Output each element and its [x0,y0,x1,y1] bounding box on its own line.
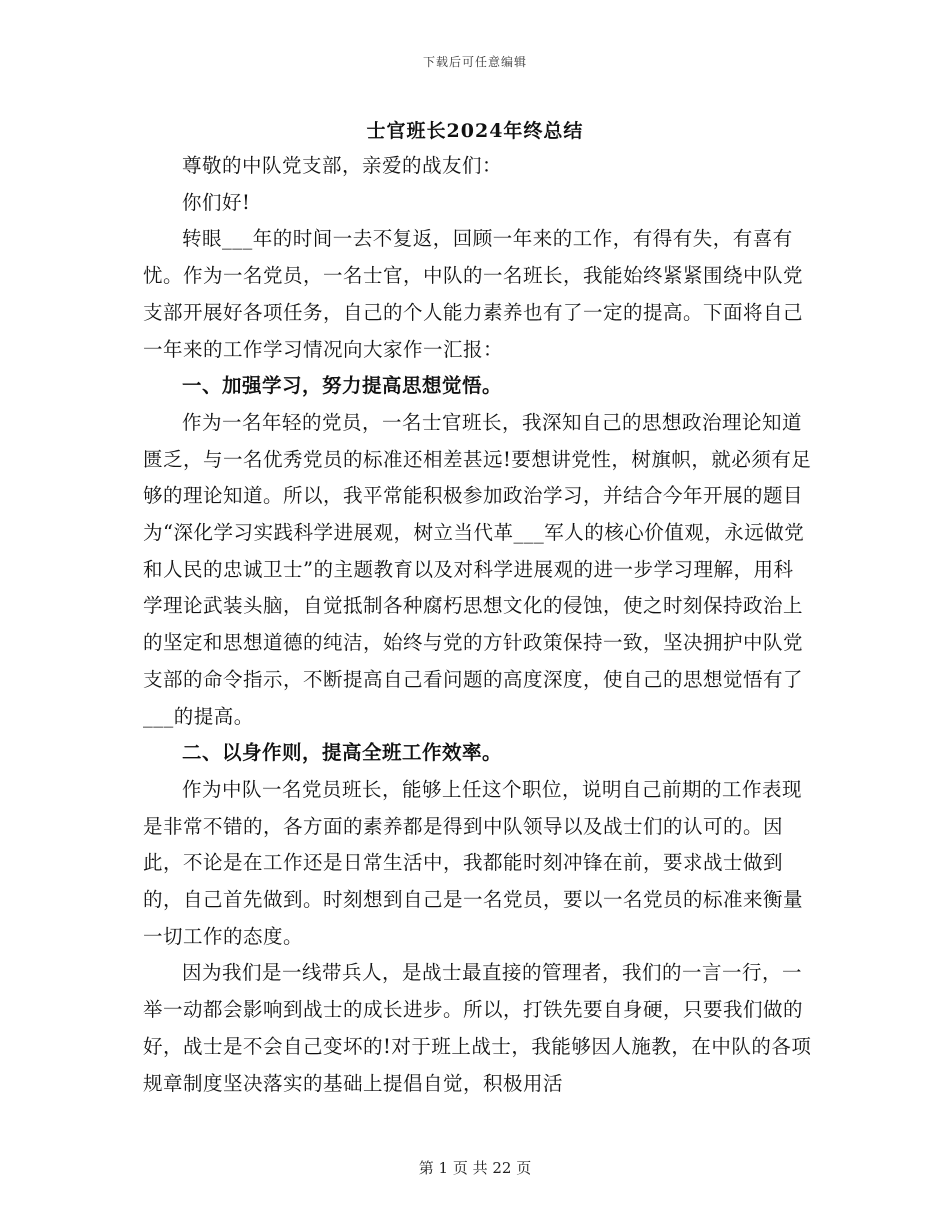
paragraph-section-2b: 因为我们是一线带兵人，是战士最直接的管理者，我们的一言一行，一举一动都会影响到战士的成长进步。所以，打铁先要自身硬，只要我们做的好，战士是不会自己变坏的!对于班上战士，我能够因人施教，在中队的各项规章制度坚决落实的基础上提倡自觉，积极用活 [143,961,812,1095]
paragraph-section-1: 作为一名年轻的党员，一名士官班长，我深知自己的思想政治理论知道匮乏，与一名优秀党员的标准还相差甚远!要想讲党性，树旗帜，就必须有足够的理论知道。所以，我平常能积极参加政治学习，并结合今年开展的题目为“深化学习实践科学进展观，树立当代革___军人的核心价值观，永远做党和人民的忠诚卫士”的主题教育以及对科学进展观的进一步学习理解，用科学理论武装头脑，自觉抵制各种腐朽思想文化的侵蚀，使之时刻保持政治上的坚定和思想道德的纯洁，始终与党的方针政策保持一致，坚决拥护中队党支部的命令指示，不断提高自己看问题的高度深度，使自己的思想觉悟有了___的提高。 [143,410,812,728]
paragraph-salutation: 尊敬的中队党支部，亲爱的战友们： [182,154,503,177]
download-note: 下载后可任意编辑 [422,55,527,69]
page-number-footer: 第 1 页 共 22 页 [418,1159,532,1177]
document-body [143,148,813,1102]
document-title: 士官班长2024年终总结 [366,120,584,142]
section-heading-1: 一、加强学习，努力提高思想觉悟。 [182,374,503,398]
section-heading-2: 二、以身作则，提高全班工作效率。 [182,741,503,765]
paragraph-section-2a: 作为中队一名党员班长，能够上任这个职位，说明自己前期的工作表现是非常不错的，各方面的素养都是得到中队领导以及战士们的认可的。因此，不论是在工作还是日常生活中，我都能时刻冲锋在前，要求战士做到的，自己首先做到。时刻想到自己是一名党员，要以一名党员的标准来衡量一切工作的态度。 [143,777,804,948]
paragraph-intro: 转眼___年的时间一去不复返，回顾一年来的工作，有得有失，有喜有忧。作为一名党员，一名士官，中队的一名班长，我能始终紧紧围绕中队党支部开展好各项任务，自己的个人能力素养也有了一定的提高。下面将自己一年来的工作学习情况向大家作一汇报： [143,227,804,361]
paragraph-greeting: 你们好! [182,190,251,214]
